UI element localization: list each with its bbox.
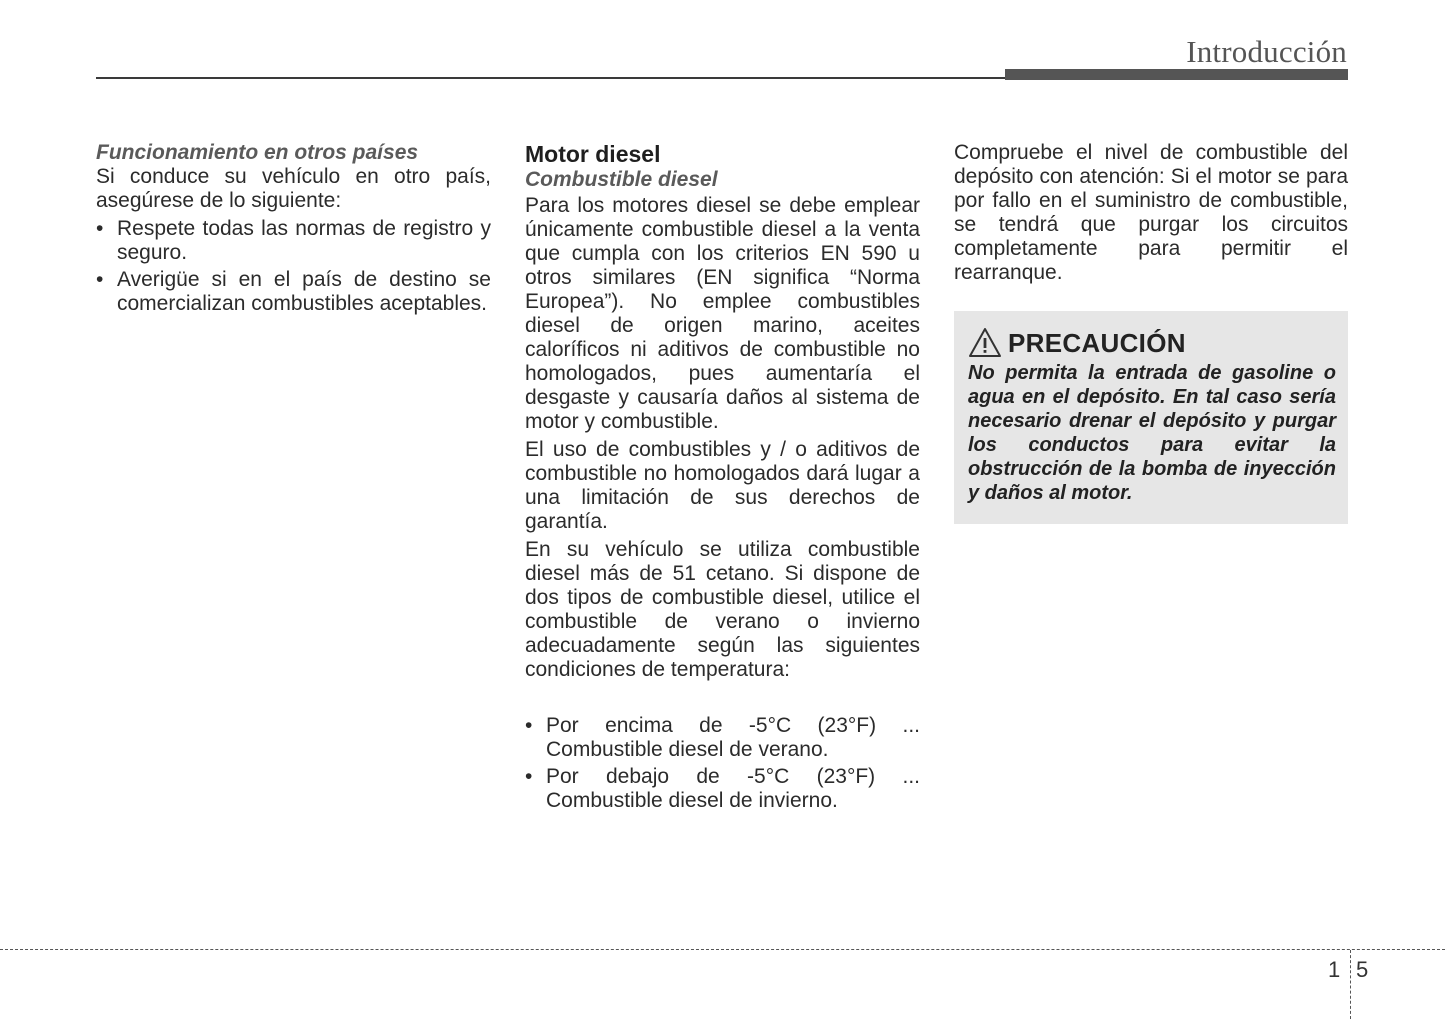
bullet-list-other-countries	[96, 217, 491, 316]
caution-title: PRECAUCIÓN	[1008, 327, 1186, 358]
header-rule	[96, 77, 1006, 79]
section-title-diesel-engine: Motor diesel	[525, 141, 661, 167]
footer-page-separator	[1350, 950, 1351, 1019]
caution-text: No permita la entrada de gasoline o agua en el depósito. En tal caso sería necesario drenar el depósito y purgar los conductos para evitar la obstrucción de la bomba de inyección y daños al motor.	[968, 362, 1336, 504]
spacer	[525, 686, 920, 714]
bullet-icon: •	[525, 765, 533, 788]
header-tab-bar	[1005, 69, 1348, 80]
column-2	[525, 141, 920, 816]
page-header-title: Introducción	[1186, 34, 1347, 69]
caution-box	[954, 311, 1348, 524]
subheading-other-countries: Funcionamiento en otros países	[96, 141, 419, 164]
footer-divider	[0, 949, 1445, 950]
chapter-number: 1	[1328, 957, 1341, 982]
warning-triangle-icon	[968, 327, 1002, 359]
paragraph-intro: Si conduce su vehículo en otro país, asegúrese de lo siguiente:	[96, 165, 491, 212]
caution-header	[968, 327, 1336, 359]
paragraph: En su vehículo se utiliza combustible diesel más de 51 cetano. Si dispone de dos tipos de combustible diesel, utilice el combustible de verano o invierno adecuadamente según las siguientes condiciones de temperatura:	[525, 538, 920, 681]
paragraph: El uso de combustibles y / o aditivos de combustible no homologados dará lugar a una limitación de sus derechos de garantía.	[525, 438, 920, 533]
list-item: • Por encima de -5°C (23°F) ... Combustible diesel de verano.	[525, 714, 920, 761]
bullet-list-temperature	[525, 714, 920, 813]
paragraph-fuel-check: Compruebe el nivel de combustible del depósito con atención: Si el motor se para por fallo en el suministro de combustible, se tendrá que purgar los circuitos completamente para permitir el rearranque.	[954, 141, 1348, 284]
bullet-icon: •	[525, 714, 533, 737]
column-3	[954, 141, 1348, 289]
list-item: • Averigüe si en el país de destino se comercializan combustibles aceptables.	[96, 268, 491, 315]
paragraph: Para los motores diesel se debe emplear únicamente combustible diesel a la venta que cumpla con los criterios EN 590 u otros similares (EN significa “Norma Europea”). No emplee combustibles diesel de origen marino, aceites caloríficos ni aditivos de combustible no homologados, pues aumentaría el desgaste y causaría daños al sistema de motor y combustible.	[525, 194, 920, 433]
bullet-icon: •	[96, 217, 104, 240]
list-item: • Por debajo de -5°C (23°F) ... Combustible diesel de invierno.	[525, 765, 920, 812]
list-item: • Respete todas las normas de registro y seguro.	[96, 217, 491, 264]
subheading-diesel-fuel: Combustible diesel	[525, 168, 718, 191]
column-1	[96, 141, 491, 319]
page-number: 5	[1356, 957, 1369, 982]
bullet-icon: •	[96, 268, 104, 291]
